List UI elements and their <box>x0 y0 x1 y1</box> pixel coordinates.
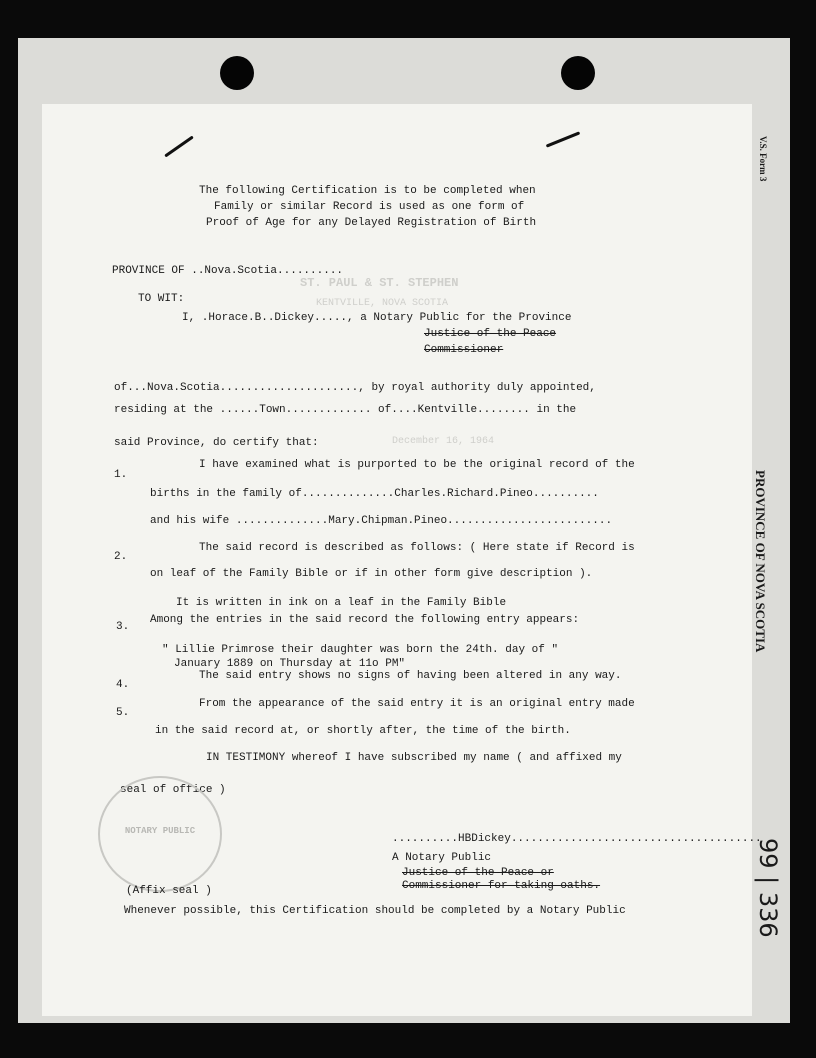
to-wit-label: TO WIT: <box>138 293 185 305</box>
seal-text: NOTARY PUBLIC <box>124 826 196 836</box>
item-2-line-b: on leaf of the Family Bible or if in other form give description ). <box>150 568 593 580</box>
item-number-2: 2. <box>114 551 128 563</box>
item-3-entry-line-1: " Lillie Primrose their daughter was born the 24th. day of " <box>162 644 559 656</box>
item-number-3: 3. <box>116 621 130 633</box>
footer-note: Whenever possible, this Certification should be completed by a Notary Public <box>124 905 626 917</box>
of-line: of...Nova.Scotia....................., by royal authority duly appointed, <box>114 382 596 394</box>
notary-line: I, .Horace.B..Dickey....., a Notary Public for the Province <box>182 312 572 324</box>
bleed-place: KENTVILLE, NOVA SCOTIA <box>316 298 449 309</box>
item-1-line-a: I have examined what is purported to be the original record of the <box>199 459 635 471</box>
header-line-3: Proof of Age for any Delayed Registration of Birth <box>206 217 537 229</box>
signature-title: A Notary Public <box>392 852 492 864</box>
item-number-1: 1. <box>114 469 128 481</box>
item-5-line-b: in the said record at, or shortly after, the time of the birth. <box>155 725 571 737</box>
item-2-line-a: The said record is described as follows: ( Here state if Record is <box>199 542 635 554</box>
notary-seal <box>98 776 222 892</box>
handwritten-file-number: 99 | 336 <box>754 838 782 938</box>
signature-struck-1: Justice of the Peace or <box>402 867 554 879</box>
item-4-line-a: The said entry shows no signs of having been altered in any way. <box>199 670 622 682</box>
item-3-entry-line-2: January 1889 on Thursday at 11o PM" <box>174 658 406 670</box>
item-number-5: 5. <box>116 707 130 719</box>
testimony-line-a: IN TESTIMONY whereof I have subscribed my name ( and affixed my <box>206 752 622 764</box>
affix-seal-label: (Affix seal ) <box>126 885 212 897</box>
form-number-label: V.S. Form 3 <box>758 136 768 182</box>
header-line-1: The following Certification is to be completed when <box>199 185 536 197</box>
struck-title-2: Commissioner <box>424 344 504 356</box>
item-1-family-line: births in the family of..............Charles.Richard.Pineo.......... <box>150 488 599 500</box>
signature-struck-2: Commissioner for taking oaths. <box>402 880 601 892</box>
bleed-church-name: ST. PAUL & ST. STEPHEN <box>300 276 459 290</box>
punch-hole-left <box>220 56 254 90</box>
item-1-wife-line: and his wife ..............Mary.Chipman.Pineo......................... <box>150 515 613 527</box>
item-number-4: 4. <box>116 679 130 691</box>
item-5-line-a: From the appearance of the said entry it is an original entry made <box>199 698 635 710</box>
certify-line: said Province, do certify that: <box>114 437 319 449</box>
testimony-line-b: seal of office ) <box>120 784 226 796</box>
header-line-2: Family or similar Record is used as one form of <box>214 201 525 213</box>
item-2-description: It is written in ink on a leaf in the Family Bible <box>176 597 507 609</box>
struck-title-1: Justice of the Peace <box>424 328 557 340</box>
province-side-label: PROVINCE OF NOVA SCOTIA <box>753 470 768 653</box>
signature-line: ..........HBDickey...................................... <box>392 833 762 845</box>
province-line: PROVINCE OF ..Nova.Scotia.......... <box>112 265 344 277</box>
residing-line: residing at the ......Town............. of....Kentville........ in the <box>114 404 577 416</box>
punch-hole-right <box>561 56 595 90</box>
item-3-line-a: Among the entries in the said record the following entry appears: <box>150 614 580 626</box>
bleed-date: December 16, 1964 <box>392 436 495 447</box>
